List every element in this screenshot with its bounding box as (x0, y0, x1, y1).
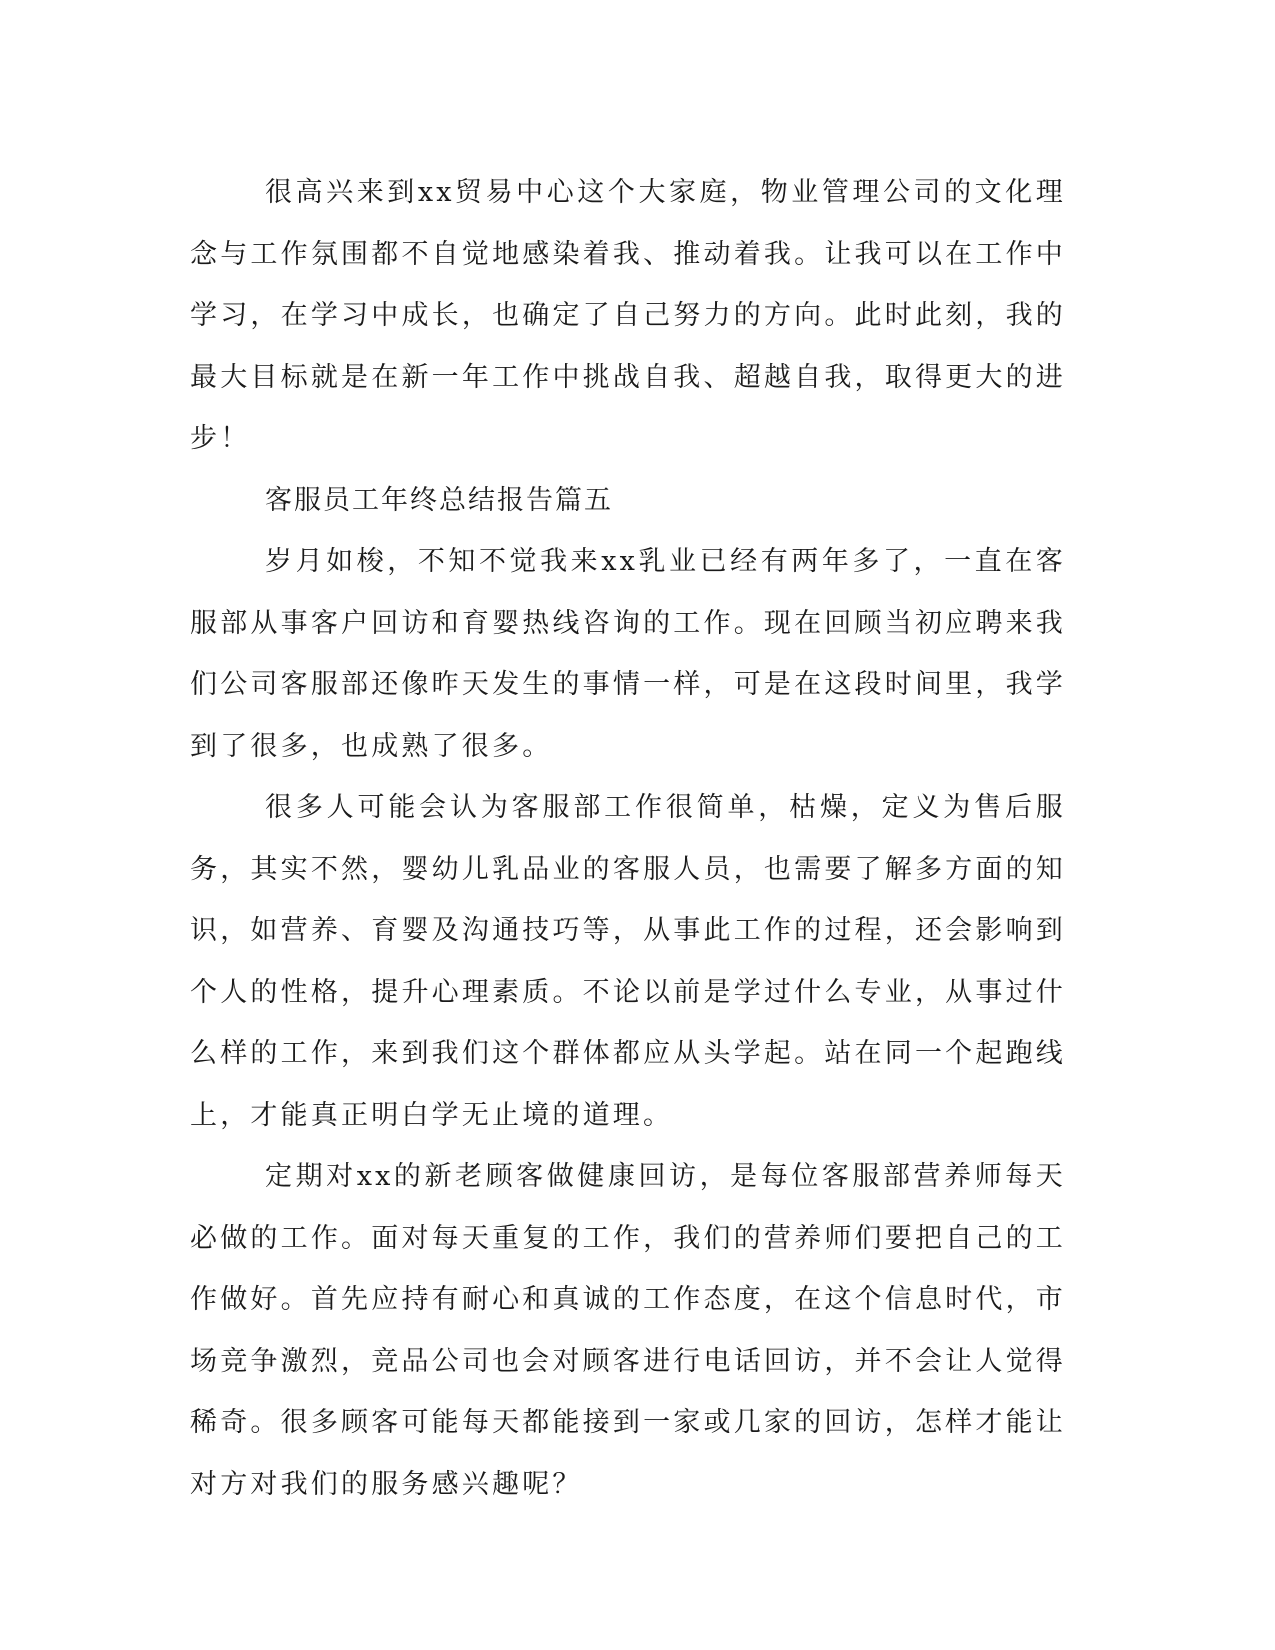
section-heading: 客服员工年终总结报告篇五 (265, 484, 613, 516)
paragraph-followup: 定期对xx的新老顾客做健康回访，是每位客服部营养师每天必做的工作。面对每天重复的工作，我们的营养师们要把自己的工作做好。首先应持有耐心和真诚的工作态度，在这个信息时代，市场竞争激烈，竞品公司也会对顾客进行电话回访，并不会让人觉得稀奇。很多顾客可能每天都能接到一家或几家的回访，怎样才能让对方对我们的服务感兴趣呢？ (190, 1161, 1066, 1500)
paragraph-experience: 岁月如梭，不知不觉我来xx乳业已经有两年多了，一直在客服部从事客户回访和育婴热线咨询的工作。现在回顾当初应聘来我们公司客服部还像昨天发生的事情一样，可是在这段时间里，我学到了很多，也成熟了很多。 (190, 546, 1066, 762)
paragraph-intro: 很高兴来到xx贸易中心这个大家庭，物业管理公司的文化理念与工作氛围都不自觉地感染着我、推动着我。让我可以在工作中学习，在学习中成长，也确定了自己努力的方向。此时此刻，我的最大目标就是在新一年工作中挑战自我、超越自我，取得更大的进步！ (190, 177, 1066, 454)
paragraph-misconception: 很多人可能会认为客服部工作很简单，枯燥，定义为售后服务，其实不然，婴幼儿乳品业的客服人员，也需要了解多方面的知识，如营养、育婴及沟通技巧等，从事此工作的过程，还会影响到个人的性格，提升心理素质。不论以前是学过什么专业，从事过什么样的工作，来到我们这个群体都应从头学起。站在同一个起跑线上，才能真正明白学无止境的道理。 (190, 792, 1066, 1131)
document-body (190, 162, 1066, 1515)
